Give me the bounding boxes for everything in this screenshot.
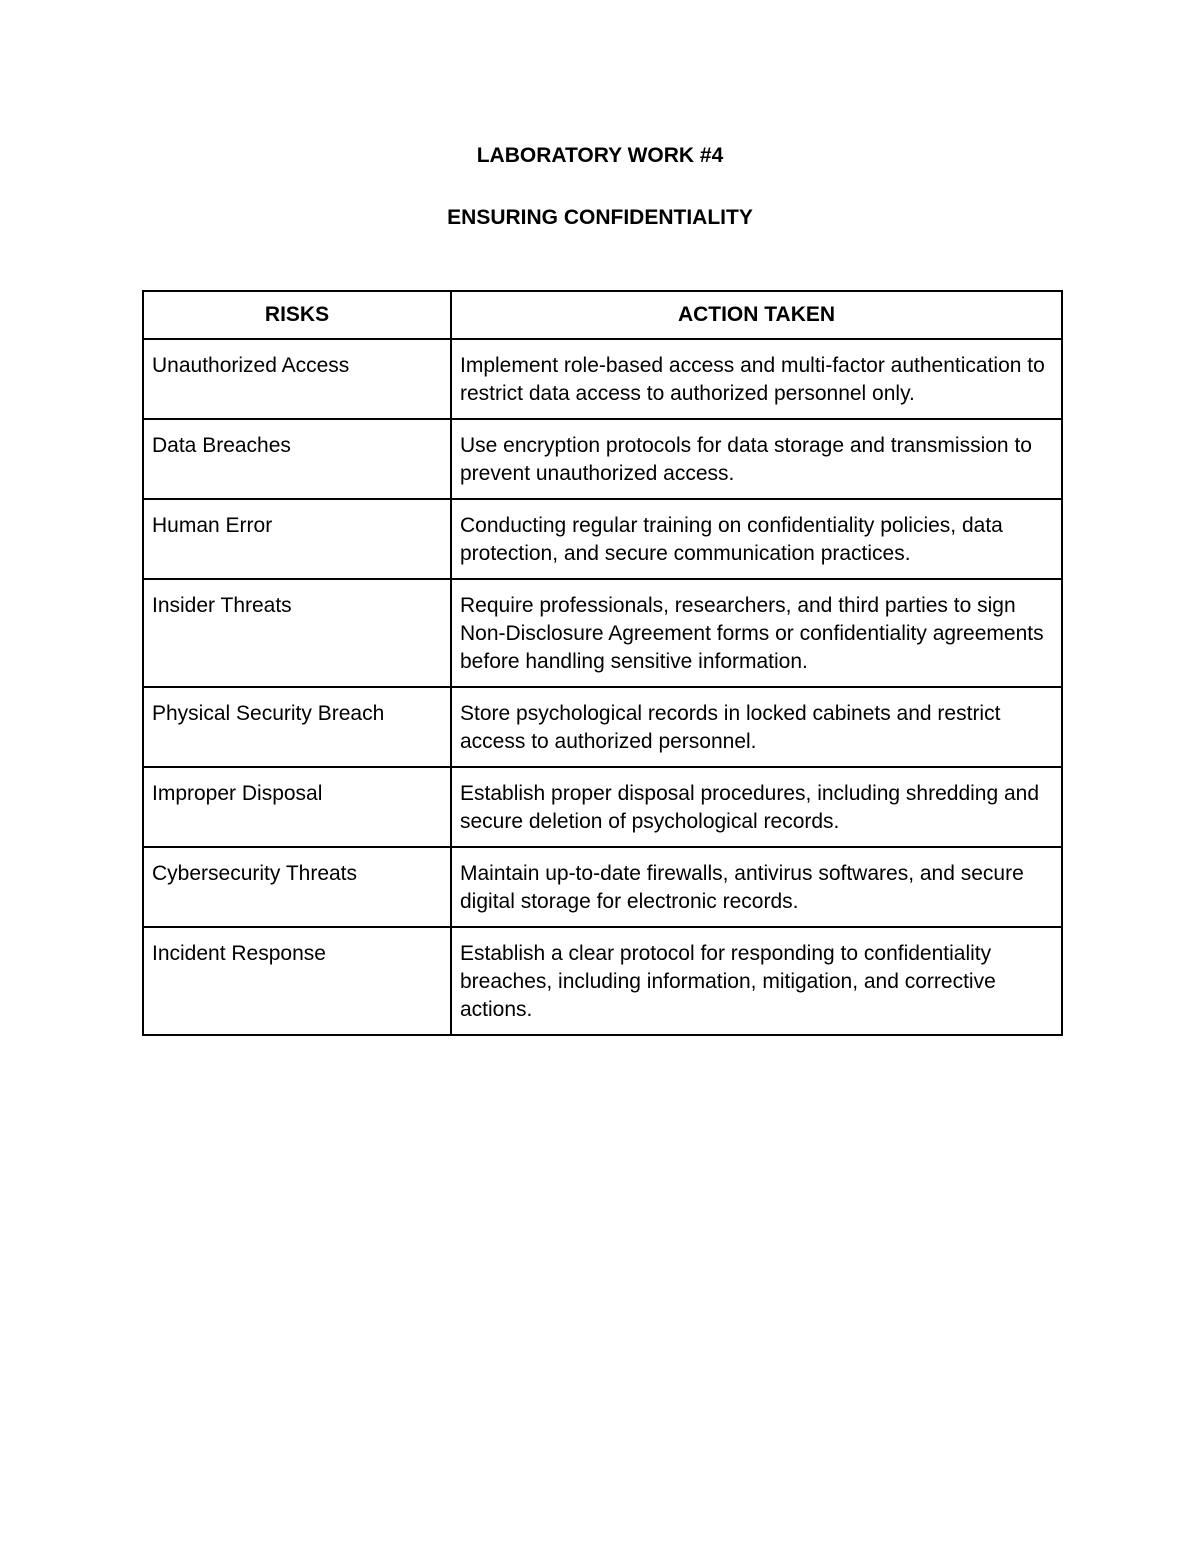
table-row [143, 767, 1062, 847]
risk-cell: Human Error [143, 499, 451, 579]
action-cell: Maintain up-to-date firewalls, antivirus softwares, and secure digital storage for electronic records. [451, 847, 1062, 927]
risk-cell: Physical Security Breach [143, 687, 451, 767]
action-cell: Establish proper disposal procedures, including shredding and secure deletion of psychological records. [451, 767, 1062, 847]
risk-cell: Improper Disposal [143, 767, 451, 847]
table-row [143, 687, 1062, 767]
action-cell: Store psychological records in locked cabinets and restrict access to authorized personnel. [451, 687, 1062, 767]
table-row [143, 847, 1062, 927]
table-row [143, 419, 1062, 499]
table-row [143, 927, 1062, 1035]
risks-table [142, 290, 1063, 1036]
table-row [143, 579, 1062, 687]
action-cell: Conducting regular training on confidentiality policies, data protection, and secure communication practices. [451, 499, 1062, 579]
action-cell: Establish a clear protocol for responding to confidentiality breaches, including information, mitigation, and corrective actions. [451, 927, 1062, 1035]
action-cell: Implement role-based access and multi-factor authentication to restrict data access to authorized personnel only. [451, 339, 1062, 419]
risk-cell: Cybersecurity Threats [143, 847, 451, 927]
header-action-taken: ACTION TAKEN [451, 291, 1062, 339]
document-subtitle: ENSURING CONFIDENTIALITY [447, 206, 753, 229]
header-risks: RISKS [143, 291, 451, 339]
action-cell: Require professionals, researchers, and third parties to sign Non-Disclosure Agreement forms or confidentiality agreements before handling sensitive information. [451, 579, 1062, 687]
table-header-row [143, 291, 1062, 339]
action-cell: Use encryption protocols for data storage and transmission to prevent unauthorized access. [451, 419, 1062, 499]
risk-cell: Insider Threats [143, 579, 451, 687]
risk-cell: Incident Response [143, 927, 451, 1035]
risk-cell: Data Breaches [143, 419, 451, 499]
document-title: LABORATORY WORK #4 [476, 144, 724, 167]
table-row [143, 339, 1062, 419]
risk-cell: Unauthorized Access [143, 339, 451, 419]
table-row [143, 499, 1062, 579]
